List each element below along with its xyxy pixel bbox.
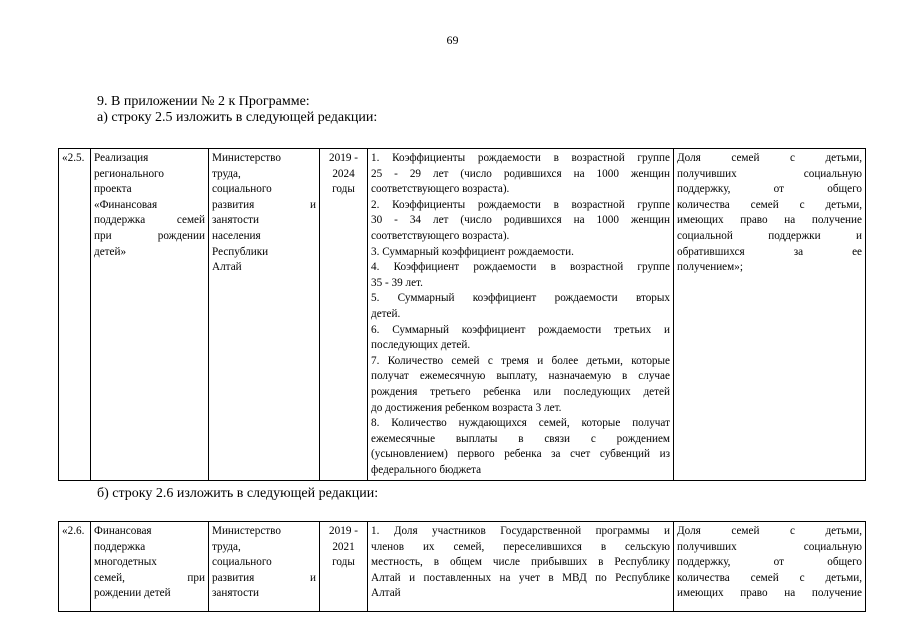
cell-text-line: Министерство	[212, 152, 281, 164]
cell-text-line: проекта	[94, 183, 132, 196]
cell-text-line: до достижения ребенком возраста 3 лет.	[371, 401, 562, 414]
cell-text-line: 5. Суммарный коэффициент рождаемости вторых	[371, 292, 670, 305]
cell-text-line: получивших социальную	[677, 167, 862, 180]
indicators-cell	[368, 149, 674, 481]
cell-text-line: Доля семей с детьми,	[677, 152, 862, 164]
row-number-cell: «2.6.	[59, 522, 91, 612]
cell-text-line: ежемесячные выплаты в связи с рождением	[371, 432, 670, 445]
cell-text-line: имеющих право на получение	[677, 587, 862, 600]
cell-text-line: 35 - 39 лет.	[371, 276, 423, 289]
cell-text-line: Алтай	[212, 261, 242, 274]
table-row-2-5	[58, 148, 866, 481]
cell-text-line: 2. Коэффициенты рождаемости в возрастной группе	[371, 198, 670, 211]
cell-text-line: 7. Количество семей с тремя и более детьми, которые	[371, 354, 670, 367]
paragraph-subitem-b: б) строку 2.6 изложить в следующей редакции:	[97, 486, 379, 501]
cell-text-line: поддержка семей	[94, 214, 205, 227]
cell-text-line: Алтай и поставленных на учет в МВД по Республике	[371, 571, 670, 584]
table-row	[59, 149, 866, 481]
cell-text-line: количества семей с детьми,	[677, 571, 862, 584]
executor-cell	[209, 522, 320, 612]
cell-text-line: населения	[212, 229, 261, 242]
cell-text-line: социального	[212, 183, 272, 196]
table-row	[59, 522, 866, 612]
cell-text-line: 1. Коэффициенты рождаемости в возрастной группе	[371, 152, 670, 164]
cell-text-line: Доля семей с детьми,	[677, 525, 862, 537]
cell-text-line: регионального	[94, 167, 164, 180]
cell-text-line: Реализация	[94, 152, 149, 164]
cell-text-line: поддержка	[94, 540, 146, 553]
indicators-cell	[368, 522, 674, 612]
cell-text-line: семей, при	[94, 571, 205, 584]
cell-text-line: соответствующего возраста).	[371, 229, 510, 242]
cell-text-line: получат ежемесячную выплату, назначаемую в случае	[371, 370, 670, 383]
cell-text-line: труда,	[212, 540, 241, 553]
cell-text-line: обратившихся за ее	[677, 245, 862, 258]
cell-text-line: социальной поддержки и	[677, 229, 862, 242]
cell-text-line: 30 - 34 лет (число родившихся на 1000 женщин	[371, 214, 670, 227]
period-text-line: 2021	[332, 540, 355, 553]
period-cell	[320, 522, 368, 612]
period-text-line: 2024	[332, 167, 355, 180]
period-cell	[320, 149, 368, 481]
cell-text-line: детей»	[94, 245, 127, 258]
paragraph-item-9: 9. В приложении № 2 к Программе:	[97, 94, 310, 109]
cell-text-line: социального	[212, 556, 272, 569]
cell-text-line: получением»;	[677, 261, 743, 274]
cell-text-line: количества семей с детьми,	[677, 198, 862, 211]
table-row-2-6	[58, 521, 866, 612]
cell-text-line: получивших социальную	[677, 540, 862, 553]
cell-text-line: федерального бюджета	[371, 463, 482, 476]
project-name-cell	[91, 522, 209, 612]
cell-text-line: последующих детей.	[371, 339, 471, 352]
cell-text-line: Алтай	[371, 587, 401, 600]
cell-text-line: имеющих право на получение	[677, 214, 862, 227]
result-cell	[674, 522, 866, 612]
cell-text-line: 1. Доля участников Государственной программы и	[371, 525, 670, 537]
cell-text-line: 3. Суммарный коэффициент рождаемости.	[371, 245, 574, 258]
paragraph-subitem-a: а) строку 2.5 изложить в следующей редакции:	[97, 110, 378, 125]
cell-text-line: детей.	[371, 307, 401, 320]
executor-cell	[209, 149, 320, 481]
cell-text-line: поддержку, от общего	[677, 183, 862, 196]
cell-text-line: «Финансовая	[94, 198, 158, 211]
period-text-line: 2019 -	[329, 525, 358, 537]
project-name-cell	[91, 149, 209, 481]
cell-text-line: развития и	[212, 198, 316, 211]
cell-text-line: рождения третьего ребенка или последующих детей	[371, 385, 670, 398]
cell-text-line: Республики	[212, 245, 269, 258]
cell-text-line: Министерство	[212, 525, 281, 537]
cell-text-line: многодетных	[94, 556, 157, 569]
row-number-cell: «2.5.	[59, 149, 91, 481]
result-cell	[674, 149, 866, 481]
cell-text-line: рождении детей	[94, 587, 171, 600]
cell-text-line: занятости	[212, 587, 259, 600]
cell-text-line: при рождении	[94, 229, 205, 242]
cell-text-line: местность, в общем числе прибывших в Республику	[371, 556, 670, 569]
cell-text-line: 25 - 29 лет (число родившихся на 1000 женщин	[371, 167, 670, 180]
cell-text-line: (усыновлением) первого ребенка за счет субвенций из	[371, 448, 670, 461]
page-number: 69	[446, 33, 459, 47]
cell-text-line: поддержку, от общего	[677, 556, 862, 569]
cell-text-line: труда,	[212, 167, 241, 180]
period-text-line: 2019 -	[329, 152, 358, 164]
period-text-line: годы	[332, 183, 355, 196]
cell-text-line: 4. Коэффициент рождаемости в возрастной группе	[371, 261, 670, 274]
cell-text-line: 8. Количество нуждающихся семей, которые получат	[371, 417, 670, 430]
cell-text-line: членов их семей, переселившихся в сельскую	[371, 540, 670, 553]
cell-text-line: 6. Суммарный коэффициент рождаемости третьих и	[371, 323, 670, 336]
period-text-line: годы	[332, 556, 355, 569]
cell-text-line: соответствующего возраста).	[371, 183, 510, 196]
cell-text-line: занятости	[212, 214, 259, 227]
cell-text-line: развития и	[212, 571, 316, 584]
cell-text-line: Финансовая	[94, 525, 152, 537]
